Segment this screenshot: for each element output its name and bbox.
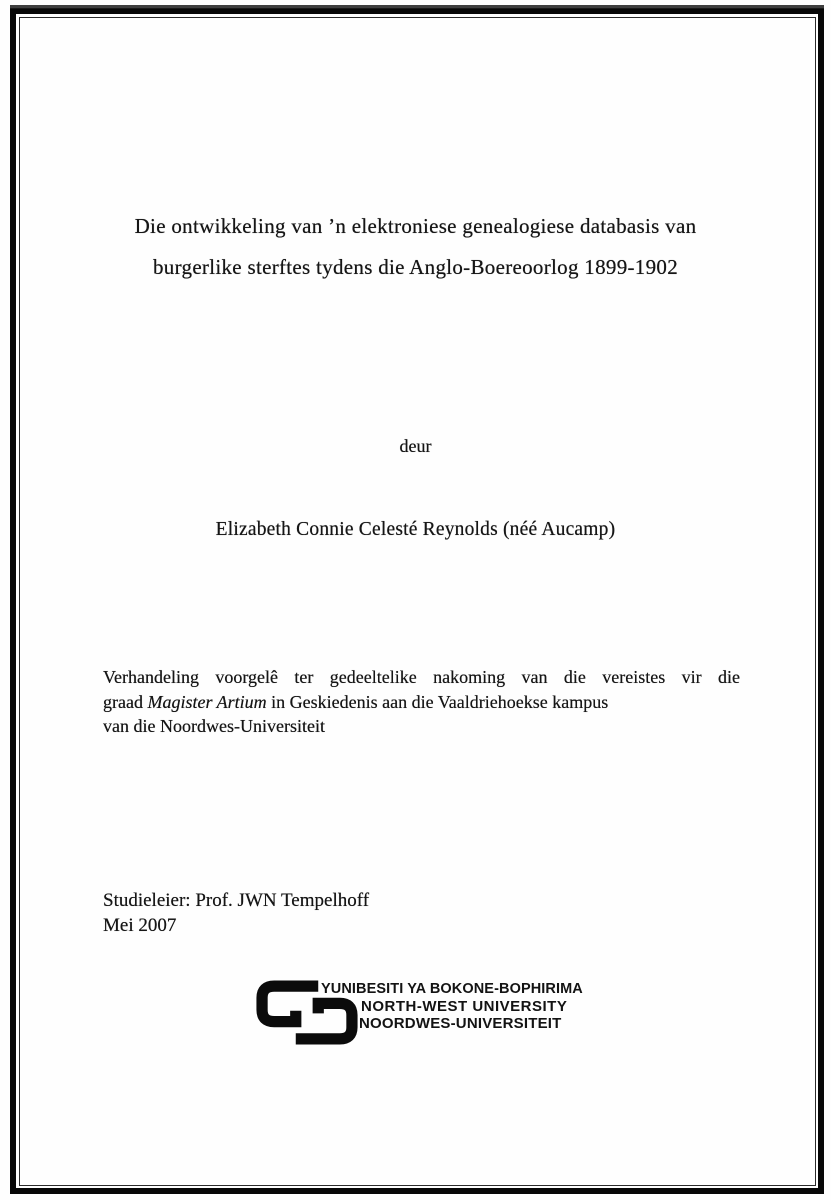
title-line-2: burgerlike sterftes tydens die Anglo-Boereoorlog 1899-1902 — [153, 255, 678, 279]
statement-line-2-pre: graad — [103, 691, 148, 712]
supervisor-block — [103, 888, 369, 938]
magister-artium-italic: Magister Artium — [147, 691, 267, 712]
title-line-1: Die ontwikkeling van ’n elektroniese genealogiese databasis van — [134, 214, 697, 238]
supervisor-line: Studieleier: Prof. JWN Tempelhoff — [103, 890, 370, 911]
byline-deur: deur — [399, 436, 432, 456]
logo-wordmark-english: NORTH-WEST UNIVERSITY — [361, 998, 568, 1015]
statement-line-3: van die Noordwes-Universiteit — [103, 716, 325, 736]
logo-wordmark-afrikaans: NOORDWES-UNIVERSITEIT — [359, 1015, 562, 1032]
logo-wordmark-setswana: YUNIBESITI YA BOKONE-BOPHIRIMA — [321, 981, 583, 997]
date-line: Mei 2007 — [103, 915, 177, 936]
author-name: Elizabeth Connie Celesté Reynolds (néé Aucamp) — [215, 519, 616, 540]
statement-line-2 — [103, 690, 740, 715]
degree-statement — [103, 665, 740, 739]
statement-line-1: Verhandeling voorgelê ter gedeeltelike nakoming van die vereistes vir die — [103, 667, 740, 687]
thesis-title — [0, 206, 831, 288]
statement-line-2-post: in Geskiedenis aan die Vaaldriehoekse kampus — [266, 691, 609, 712]
